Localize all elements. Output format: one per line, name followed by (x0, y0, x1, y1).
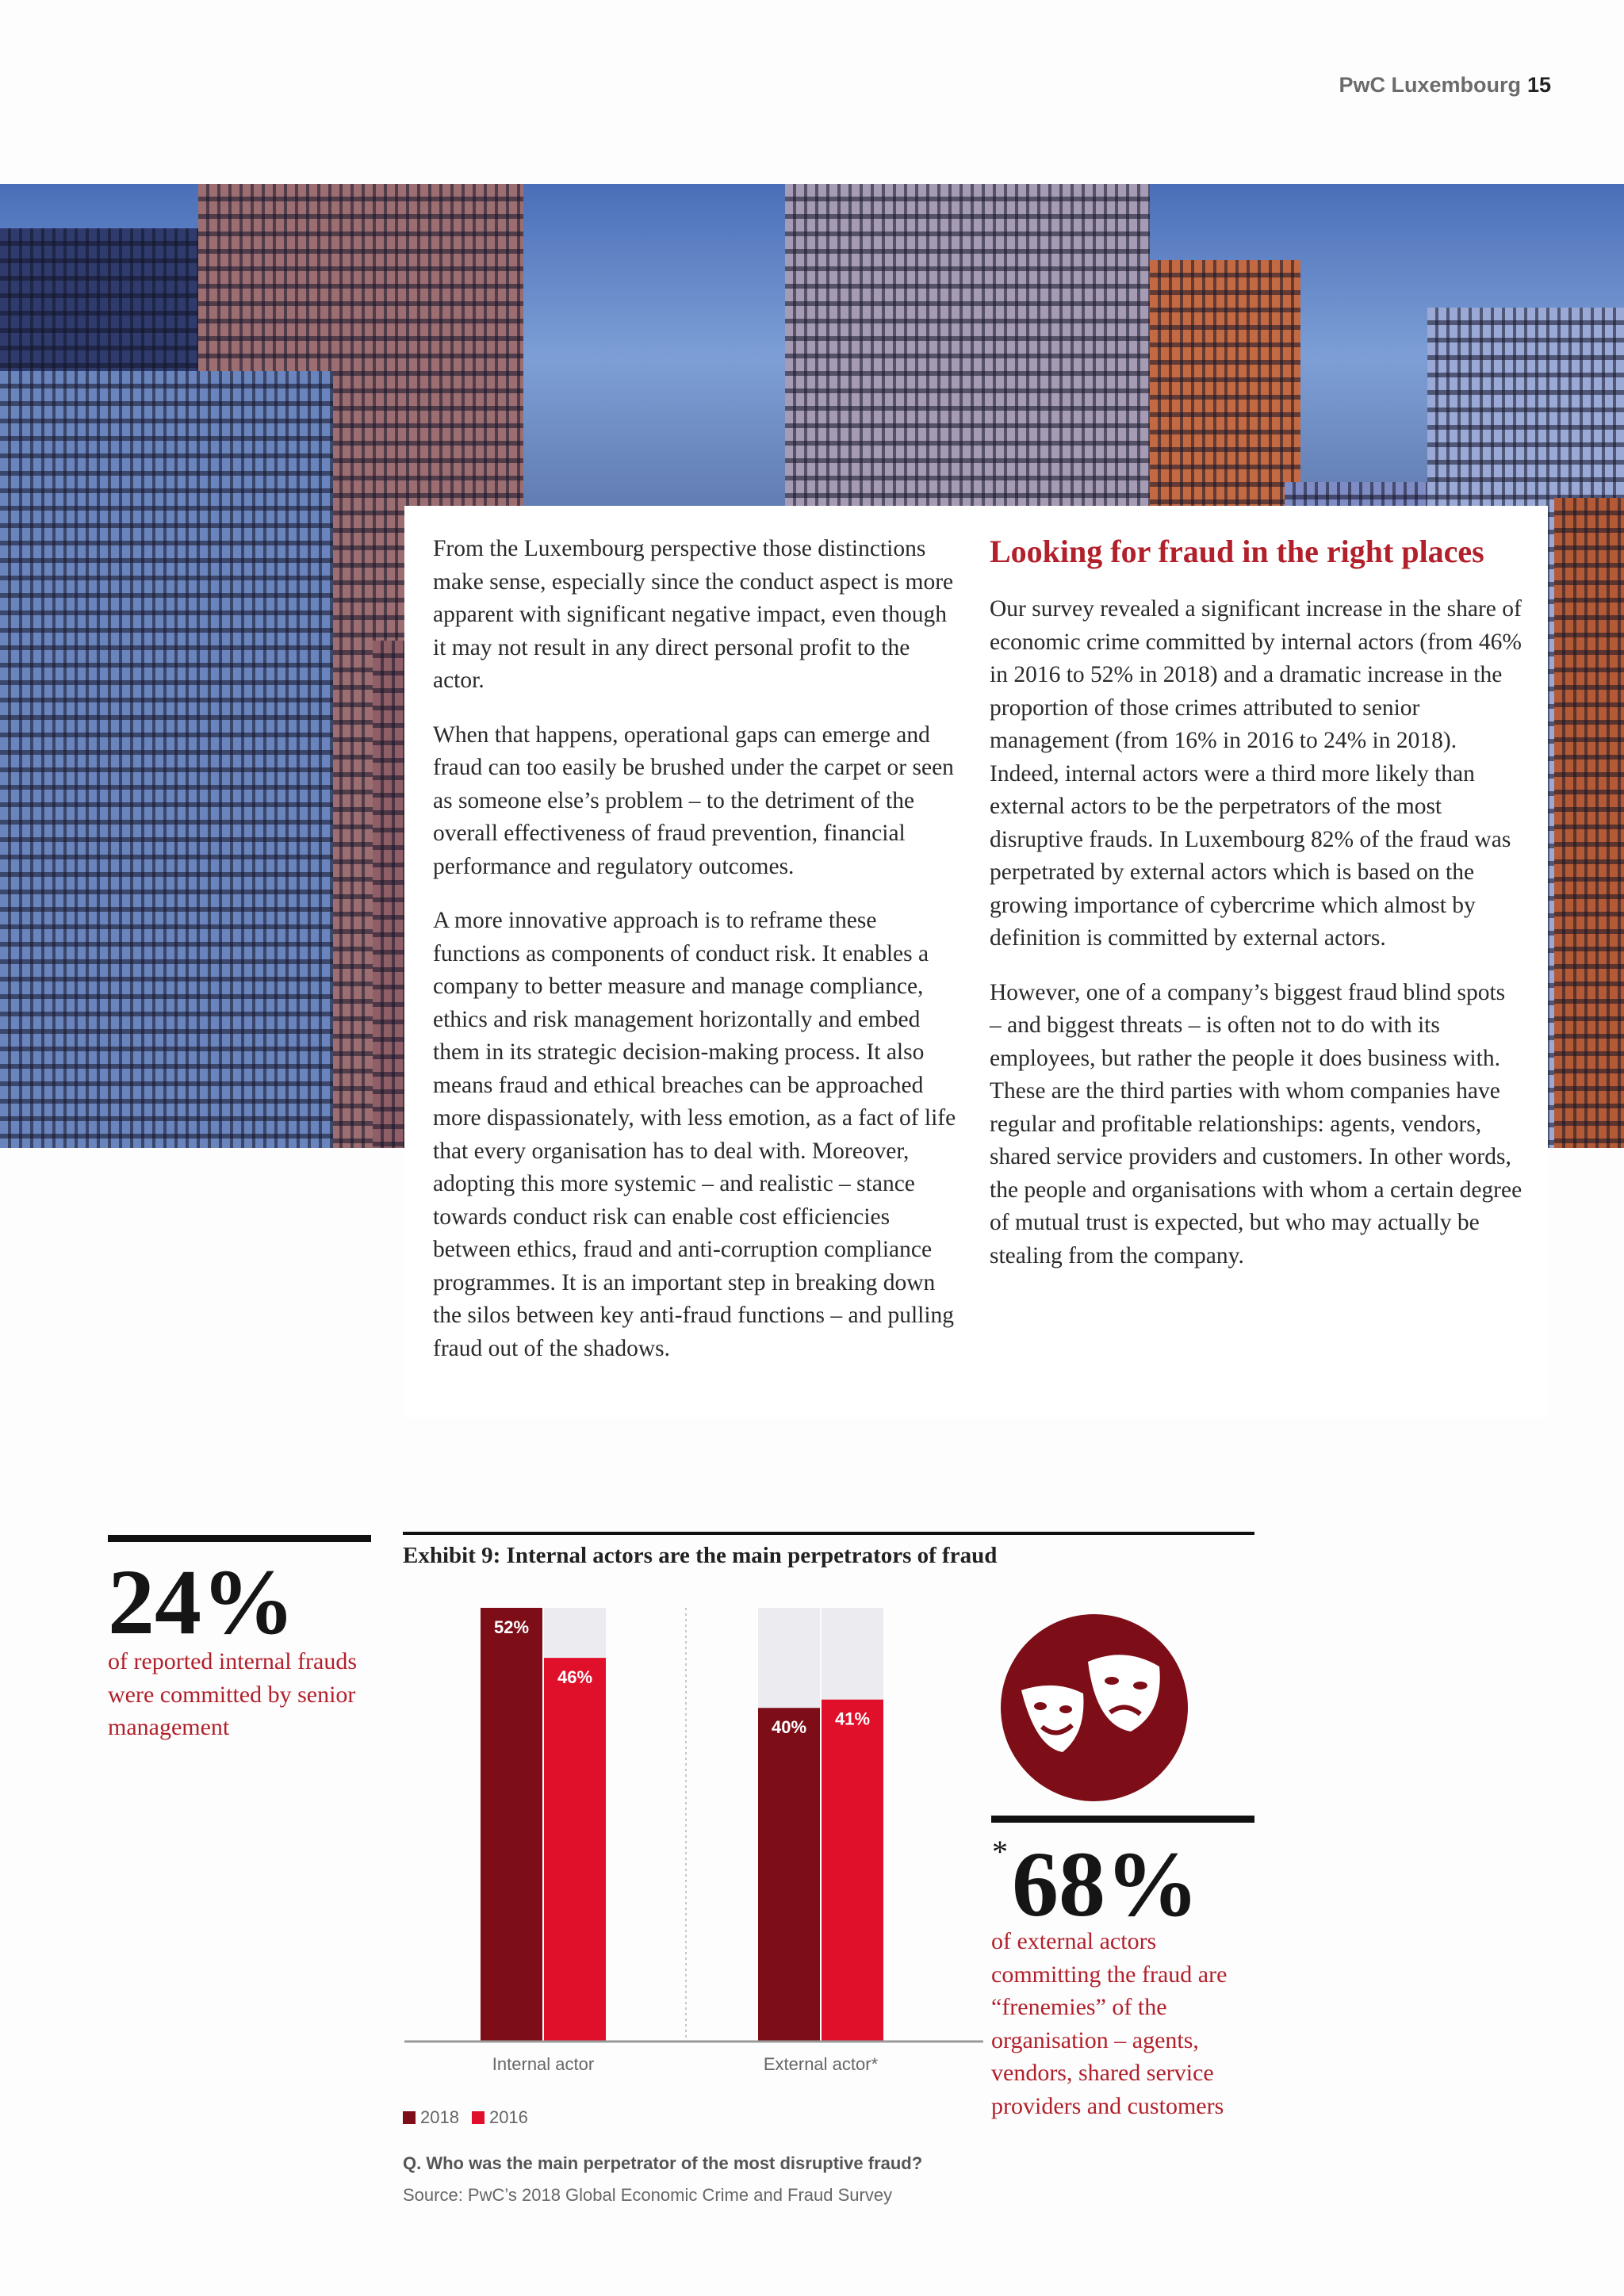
body-paragraph: However, one of a company’s biggest fraud blind spots – and biggest threats – is often not to do with its employees, but rather the people it does business with. These are the third parties with whom companies have regular and profitable relationships: agents, vendors, shared service providers and customers. In other words, the people and organisations with whom a certain degree of mutual trust is expected, but who may actually be stealing from the company. (990, 979, 1522, 1269)
data-label: 46% (557, 1667, 593, 1688)
stat-caption-senior-management: of reported internal frauds were committed by senior management (108, 1648, 358, 1740)
left-column (433, 533, 963, 1387)
body-paragraph: From the Luxembourg perspective those distinctions make sense, especially since the conduct aspect is more apparent with significant negative impact, even though it may not result in any direct personal profit to the actor. (433, 536, 954, 693)
brand-name: PwC Luxembourg (1339, 73, 1521, 97)
legend-label-2016: 2016 (488, 2107, 528, 2127)
body-paragraph: Our survey revealed a significant increase in the share of economic crime committed by internal actors (from 46% in 2016 to 52% in 2018) and a dramatic increase in the proportion of those crimes attributed to senior management (from 16% in 2016 to 24% in 2018). Indeed, internal actors were a third more likely than external actors to be the perpetrators of the most disruptive frauds. In Luxembourg 82% of the fraud was perpetrated by external actors which is based on the growing importance of cybercrime which almost by definition is committed by external actors. (990, 596, 1522, 951)
source-note: Source: PwC’s 2018 Global Economic Crime and Fraud Survey (403, 2185, 893, 2205)
survey-question: Q. Who was the main perpetrator of the most disruptive fraud? (403, 2153, 923, 2173)
data-label: 52% (493, 1617, 530, 1637)
exhibit-title: Exhibit 9: Internal actors are the main perpetrators of fraud (403, 1543, 998, 1568)
asterisk-mark: * (992, 1834, 1008, 1869)
legend-item-2018 (403, 2107, 459, 2128)
exhibit-rule (403, 1532, 1254, 1535)
running-header (1339, 73, 1551, 98)
page-number: 15 (1526, 73, 1551, 97)
data-label: 41% (834, 1709, 871, 1729)
section-heading: Looking for fraud in the right places (990, 534, 1484, 569)
stat-value-frenemies: 68% (1012, 1832, 1199, 1936)
right-column (990, 533, 1522, 1294)
bar-2018-0 (481, 1608, 542, 2042)
category-label: Internal actor (492, 2054, 595, 2074)
legend-label-2018: 2018 (420, 2107, 459, 2127)
category-label: External actor* (763, 2054, 879, 2074)
body-paragraph: A more innovative approach is to reframe these functions as components of conduct risk. It enables a company to better measure and manage compliance, ethics and risk management horizontally and embed them in its strategic decision-making process. It also means fraud and ethical breaches can be approached more dispassionately, with less emotion, as a fact of life that every organisation has to deal with. Moreover, adopting this more systemic – and realistic – stance towards conduct risk can enable cost efficiencies between ethics, fraud and anti-corruption compliance programmes. It is an important step in breaking down the silos between key anti-fraud functions – and pulling fraud out of the shadows. (433, 908, 956, 1361)
stat-rule-left (108, 1535, 371, 1542)
legend-item-2016 (472, 2107, 528, 2128)
data-label: 40% (771, 1717, 807, 1738)
bar-2018-1 (758, 1708, 820, 2042)
bar-2016-0 (544, 1658, 606, 2042)
stat-value-senior-management: 24% (108, 1550, 295, 1654)
bar-chart (396, 1586, 991, 2093)
stat-rule-right (991, 1816, 1254, 1823)
stat-caption-frenemies: of external actors committing the fraud are “frenemies” of the organisation – agents, vendors, shared service providers and customers (991, 1928, 1228, 2119)
bar-2016-1 (822, 1700, 883, 2042)
chart-legend (403, 2107, 528, 2128)
body-paragraph: When that happens, operational gaps can emerge and fraud can too easily be brushed under the carpet or seen as someone else’s problem – to the detriment of the overall effectiveness of fraud prevention, financial performance and regulatory outcomes. (433, 721, 954, 879)
theatre-masks-icon (1001, 1614, 1188, 1801)
